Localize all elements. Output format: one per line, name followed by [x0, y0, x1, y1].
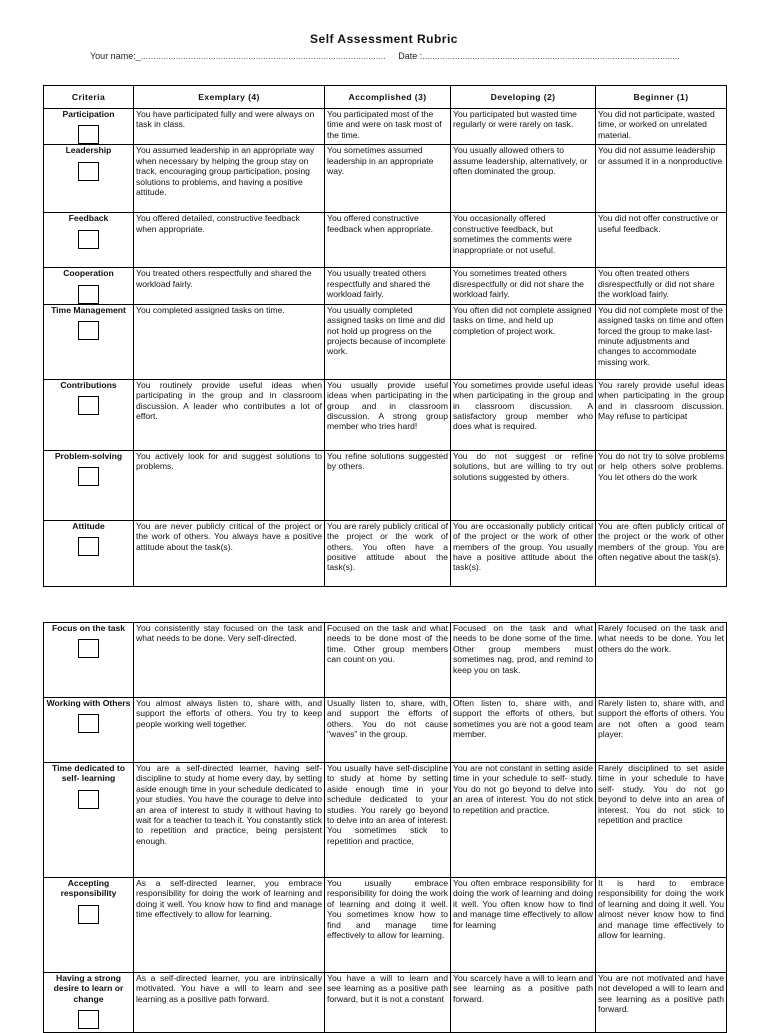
descriptor-accomplished: You are rarely publicly critical of the project or the work of others. You often have a positive attitude about the task(s).: [325, 520, 451, 586]
descriptor-exemplary: You completed assigned tasks on time.: [134, 304, 325, 379]
descriptor-beginner: You did not assume leadership or assumed it in a nonproductive: [596, 145, 727, 213]
descriptor-developing: You sometimes provide useful ideas when participating in the group and in classroom discussion. A satisfactory group member who does what is required.: [451, 379, 596, 450]
criteria-cell: [44, 379, 134, 450]
descriptor-accomplished: You offered constructive feedback when appropriate.: [325, 213, 451, 268]
descriptor-beginner: You do not try to solve problems or help others solve problems. You let others do the work: [596, 450, 727, 520]
score-checkbox[interactable]: [78, 905, 99, 924]
descriptor-beginner: It is hard to embrace responsibility for doing the work of learning and doing it well. You almost never know how to find and manage time effectively to allow for learning.: [596, 878, 727, 973]
score-checkbox[interactable]: [78, 230, 99, 249]
name-field[interactable]: ..................................................................................................: [140, 51, 386, 61]
score-checkbox[interactable]: [78, 1010, 99, 1029]
header-exemplary: Exemplary (4): [134, 86, 325, 109]
header-developing: Developing (2): [451, 86, 596, 109]
descriptor-beginner: You did not complete most of the assigned tasks on time and often forced the group to make last-minute adjustments and changes to accommodate missing work.: [596, 304, 727, 379]
table-row: [44, 698, 727, 763]
header-accomplished: Accomplished (3): [325, 86, 451, 109]
date-field[interactable]: .......................................................................................................: [422, 51, 680, 61]
table-row: [44, 763, 727, 878]
descriptor-beginner: Rarely disciplined to set aside time in your schedule to have self- study. You do not go beyond to delve into an area of interest. You do not stick to repetition and practice: [596, 763, 727, 878]
descriptor-exemplary: You are a self-directed learner, having self-discipline to study at home every day, by setting aside enough time in your schedule dedicated to your studies. You have the courage to delve into an area of interest to study it without having to wait for a teacher to teach it. You constantly stick to repetition and practice, being persistent enough.: [134, 763, 325, 878]
table-row: [44, 109, 727, 145]
rubric-table-1: [43, 85, 727, 587]
descriptor-accomplished: Usually listen to, share, with, and support the efforts of others. You do not cause "waves" in the group.: [325, 698, 451, 763]
descriptor-exemplary: You have participated fully and were always on task in class.: [134, 109, 325, 145]
table-row: [44, 623, 727, 698]
table-row: [44, 450, 727, 520]
descriptor-beginner: You rarely provide useful ideas when participating in the group and in classroom discussion. May refuse to participat: [596, 379, 727, 450]
header-criteria: Criteria: [44, 86, 134, 109]
score-checkbox[interactable]: [78, 285, 99, 304]
descriptor-accomplished: You usually completed assigned tasks on time and did not hold up progress on the projects because of incomplete work.: [325, 304, 451, 379]
table-row: [44, 213, 727, 268]
criteria-label: Participation: [62, 109, 115, 119]
descriptor-developing: You usually allowed others to assume leadership, alternatively, or often dominated the group.: [451, 145, 596, 213]
descriptor-developing: Focused on the task and what needs to be done some of the time. Other group members must sometimes nag, prod, and remind to keep you on task.: [451, 623, 596, 698]
score-checkbox[interactable]: [78, 467, 99, 486]
criteria-cell: [44, 763, 134, 878]
score-checkbox[interactable]: [78, 714, 99, 733]
descriptor-developing: You participated but wasted time regularly or were rarely on task.: [451, 109, 596, 145]
descriptor-exemplary: You treated others respectfully and shared the workload fairly.: [134, 268, 325, 304]
descriptor-exemplary: You offered detailed, constructive feedback when appropriate.: [134, 213, 325, 268]
criteria-label: Problem-solving: [54, 450, 123, 461]
descriptor-accomplished: You have a will to learn and see learning as a positive path forward, but it is not a constant: [325, 973, 451, 1033]
criteria-cell: [44, 213, 134, 268]
descriptor-developing: You are not constant in setting aside time in your schedule to self- study. You do not go beyond to delve into an area of interest. You do not stick to repetition and practice.: [451, 763, 596, 878]
score-checkbox[interactable]: [78, 537, 99, 556]
criteria-label: Time Management: [51, 304, 126, 315]
descriptor-accomplished: You usually embrace responsibility for doing the work of learning and doing it well. You sometimes know how to find and manage time effectively to allow for learning.: [325, 878, 451, 973]
header-beginner: Beginner (1): [596, 86, 727, 109]
descriptor-exemplary: As a self-directed learner, you are intrinsically motivated. You have a will to learn and see learning as a positive path forward.: [134, 973, 325, 1033]
criteria-cell: [44, 878, 134, 973]
page-title: Self Assessment Rubric: [310, 32, 458, 46]
descriptor-exemplary: As a self-directed learner, you embrace responsibility for doing the work of learning and doing it well. You know how to find and manage time effectively to allow for learning.: [134, 878, 325, 973]
score-checkbox[interactable]: [78, 162, 99, 181]
descriptor-exemplary: You actively look for and suggest solutions to problems.: [134, 450, 325, 520]
table-row: [44, 878, 727, 973]
criteria-label: Contributions: [60, 379, 117, 390]
criteria-label: Having a strong desire to learn or change: [53, 973, 124, 1004]
criteria-label: Leadership: [65, 145, 112, 156]
descriptor-developing: You occasionally offered constructive feedback, but sometimes the comments were inappropriate or not useful.: [451, 213, 596, 268]
score-checkbox[interactable]: [78, 790, 99, 809]
name-label: Your name:_: [90, 51, 141, 61]
descriptor-accomplished: You refine solutions suggested by others.: [325, 450, 451, 520]
descriptor-developing: You sometimes treated others disrespectfully or did not share the workload fairly.: [451, 268, 596, 304]
descriptor-beginner: You often treated others disrespectfully or did not share the workload fairly.: [596, 268, 727, 304]
descriptor-exemplary: You almost always listen to, share with, and support the efforts of others. You try to keep people working well together.: [134, 698, 325, 763]
descriptor-developing: You often embrace responsibility for doing the work of learning and doing it well. You often know how to find and manage time effectively to allow for learning: [451, 878, 596, 973]
criteria-label: Attitude: [72, 520, 105, 531]
criteria-label: Time dedicated to self- learning: [52, 763, 125, 784]
descriptor-accomplished: You usually have self-discipline to study at home by setting aside enough time in your schedule dedicated to your studies. You rarely go beyond to delve into an area of interest. You sometimes stick to repetition and practice,: [325, 763, 451, 878]
descriptor-beginner: You did not participate, wasted time, or worked on unrelated material.: [596, 109, 727, 145]
descriptor-accomplished: Focused on the task and what needs to be done most of the time. Other group members can count on you.: [325, 623, 451, 698]
descriptor-exemplary: You routinely provide useful ideas when participating in the group and in classroom discussion. A leader who contributes a lot of effort.: [134, 379, 325, 450]
table-row: [44, 379, 727, 450]
criteria-cell: [44, 145, 134, 213]
criteria-label: Working with Others: [46, 698, 131, 708]
descriptor-developing: Often listen to, share with, and support the efforts of others, but sometimes you are not a good team member.: [451, 698, 596, 763]
score-checkbox[interactable]: [78, 321, 99, 340]
criteria-cell: [44, 623, 134, 698]
descriptor-beginner: You are often publicly critical of the project or the work of other members of the group. You are often negative about the task(s).: [596, 520, 727, 586]
score-checkbox[interactable]: [78, 396, 99, 415]
header-row: [44, 86, 727, 109]
descriptor-accomplished: You sometimes assumed leadership in an appropriate way.: [325, 145, 451, 213]
date-label: Date :: [398, 51, 423, 61]
table-row: [44, 268, 727, 304]
descriptor-accomplished: You participated most of the time and were on task most of the time.: [325, 109, 451, 145]
descriptor-beginner: Rarely listen to, share with, and support the efforts of others. You are not often a good team player.: [596, 698, 727, 763]
rubric-table-2: [43, 622, 727, 1033]
descriptor-accomplished: You usually provide useful ideas when participating in the group and in classroom discussion. A strong group member who tries hard!: [325, 379, 451, 450]
criteria-cell: [44, 520, 134, 586]
descriptor-developing: You do not suggest or refine solutions, but are willing to try out solutions suggested by others.: [451, 450, 596, 520]
descriptor-developing: You often did not complete assigned tasks on time, and held up completion of project work.: [451, 304, 596, 379]
name-date-line: [90, 51, 710, 61]
criteria-label: Accepting responsibility: [60, 878, 117, 899]
criteria-cell: [44, 698, 134, 763]
descriptor-developing: You scarcely have a will to learn and see learning as a positive path forward.: [451, 973, 596, 1033]
descriptor-developing: You are occasionally publicly critical of the project or the work of other members of the group. You usually have a positive attitude about the task(s).: [451, 520, 596, 586]
descriptor-beginner: You did not offer constructive or useful feedback.: [596, 213, 727, 268]
score-checkbox[interactable]: [78, 125, 99, 144]
descriptor-exemplary: You assumed leadership in an appropriate way when necessary by helping the group stay on track, encouraging group participation, posing solutions to problems, and having a positive attitude.: [134, 145, 325, 213]
criteria-label: Focus on the task: [51, 623, 126, 633]
criteria-cell: [44, 268, 134, 304]
score-checkbox[interactable]: [78, 639, 99, 658]
descriptor-accomplished: You usually treated others respectfully and shared the workload fairly.: [325, 268, 451, 304]
table-row: [44, 304, 727, 379]
criteria-label: Feedback: [68, 213, 109, 224]
criteria-cell: [44, 109, 134, 145]
descriptor-beginner: You are not motivated and have not developed a will to learn and see learning as a positive path forward.: [596, 973, 727, 1033]
criteria-label: Cooperation: [63, 268, 114, 279]
table-row: [44, 520, 727, 586]
table-row: [44, 145, 727, 213]
descriptor-beginner: Rarely focused on the task and what needs to be done. You let others do the work.: [596, 623, 727, 698]
descriptor-exemplary: You consistently stay focused on the task and what needs to be done. Very self-directed.: [134, 623, 325, 698]
criteria-cell: [44, 304, 134, 379]
criteria-cell: [44, 450, 134, 520]
descriptor-exemplary: You are never publicly critical of the project or the work of others. You always have a positive attitude about the task(s).: [134, 520, 325, 586]
